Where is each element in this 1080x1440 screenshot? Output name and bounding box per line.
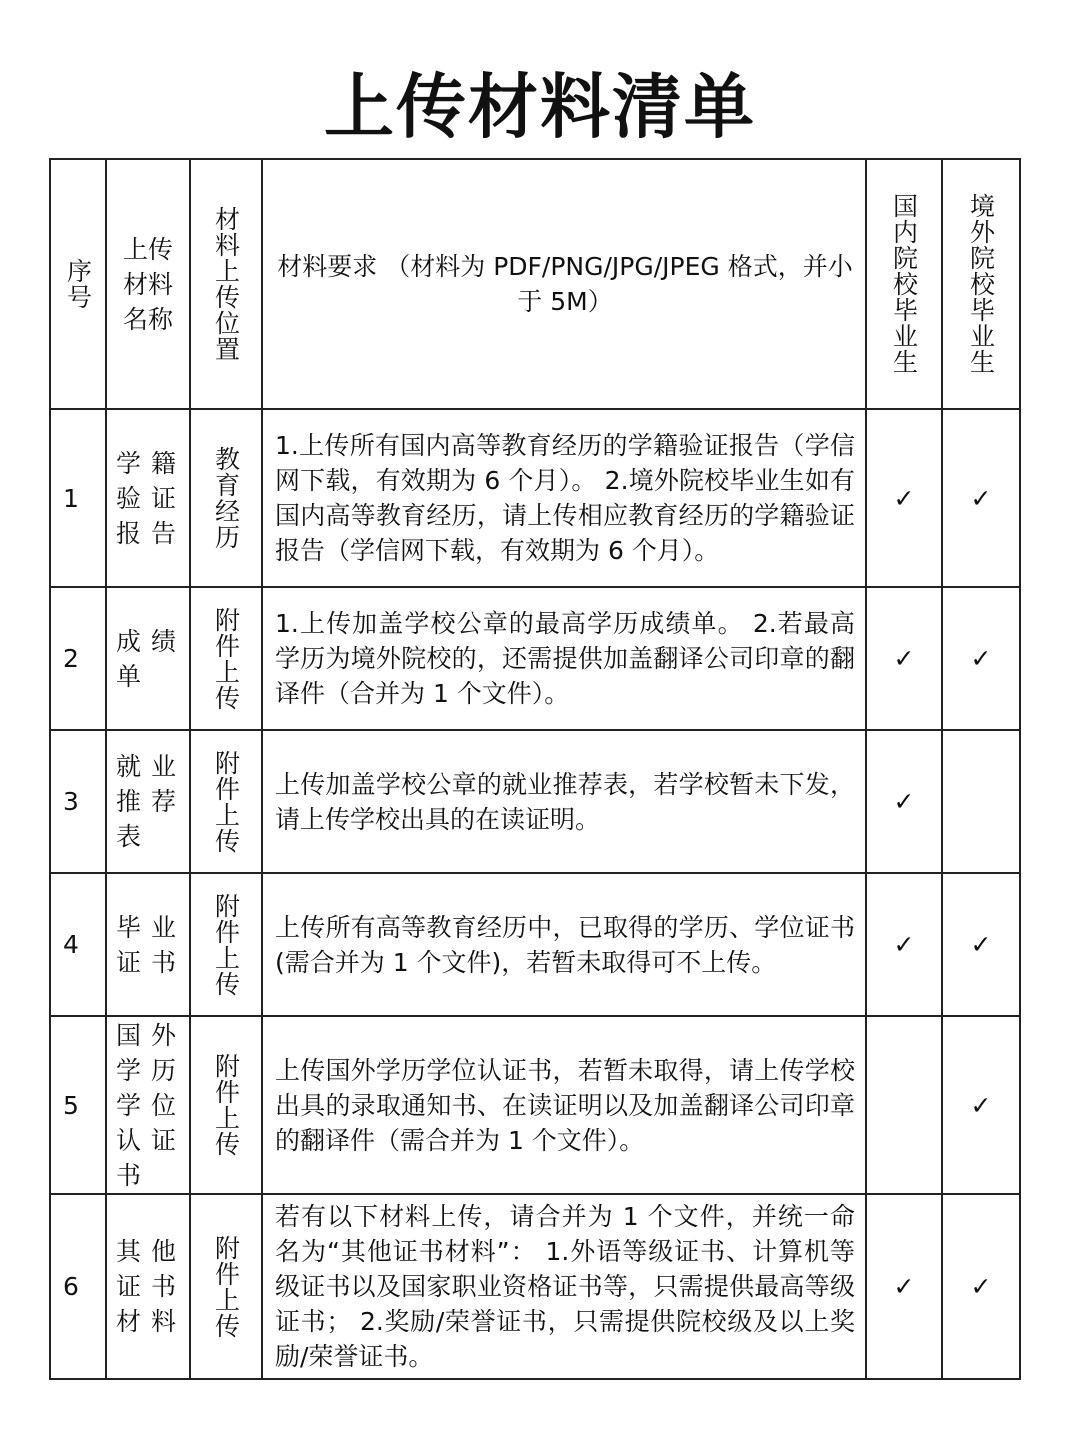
table-row [50,730,1020,873]
row-requirement: 上传国外学历学位认证书，若暂未取得，请上传学校出具的录取通知书、在读证明以及加盖翻译公司印章的翻译件（需合并为 1 个文件）。 [262,1016,866,1194]
header-overseas: 境外院校毕业生 [942,159,1020,409]
row-no: 3 [50,730,106,873]
table-row [50,409,1020,587]
row-location: 附件上传 [190,730,262,873]
check-domestic: ✓ [866,873,942,1016]
header-name: 上传材料名称 [106,159,190,409]
check-overseas [942,730,1020,873]
table-row [50,873,1020,1016]
check-overseas: ✓ [942,1016,1020,1194]
row-no: 2 [50,587,106,730]
row-location: 附件上传 [190,587,262,730]
check-overseas: ✓ [942,587,1020,730]
row-requirement: 1.上传加盖学校公章的最高学历成绩单。 2.若最高学历为境外院校的，还需提供加盖翻译公司印章的翻译件（合并为 1 个文件）。 [262,587,866,730]
header-requirement: 材料要求 （材料为 PDF/PNG/JPG/JPEG 格式，并小于 5M） [262,159,866,409]
row-requirement: 若有以下材料上传，请合并为 1 个文件，并统一命名为“其他证书材料”： 1.外语等级证书、计算机等级证书以及国家职业资格证书等，只需提供最高等级证书； 2.奖励/荣誉证书，只需提供院校级及以上奖励/荣誉证书。 [262,1194,866,1379]
check-domestic [866,1016,942,1194]
row-no: 5 [50,1016,106,1194]
check-overseas: ✓ [942,1194,1020,1379]
check-overseas: ✓ [942,409,1020,587]
row-name: 就业推荐表 [106,730,190,873]
row-location: 教育经历 [190,409,262,587]
check-domestic: ✓ [866,409,942,587]
row-name: 学籍验证报告 [106,409,190,587]
row-location: 附件上传 [190,1194,262,1379]
row-no: 4 [50,873,106,1016]
row-no: 1 [50,409,106,587]
table-row [50,1016,1020,1194]
check-domestic: ✓ [866,730,942,873]
page-title: 上传材料清单 [324,66,756,148]
check-domestic: ✓ [866,587,942,730]
check-domestic: ✓ [866,1194,942,1379]
row-name: 成绩单 [106,587,190,730]
row-name: 其他证书材料 [106,1194,190,1379]
row-location: 附件上传 [190,873,262,1016]
row-name: 毕业证书 [106,873,190,1016]
row-name: 国外学历学位认证书 [106,1016,190,1194]
materials-table [49,158,1021,1380]
table-row [50,587,1020,730]
check-overseas: ✓ [942,873,1020,1016]
header-no: 序号 [50,159,106,409]
row-requirement: 1.上传所有国内高等教育经历的学籍验证报告（学信网下载，有效期为 6 个月）。 2.境外院校毕业生如有国内高等教育经历，请上传相应教育经历的学籍验证报告（学信网下载，有效期为 6 个月）。 [262,409,866,587]
row-requirement: 上传所有高等教育经历中，已取得的学历、学位证书(需合并为 1 个文件)，若暂未取得可不上传。 [262,873,866,1016]
header-location: 材料上传位置 [190,159,262,409]
row-no: 6 [50,1194,106,1379]
header-domestic: 国内院校毕业生 [866,159,942,409]
row-requirement: 上传加盖学校公章的就业推荐表，若学校暂未下发，请上传学校出具的在读证明。 [262,730,866,873]
table-header-row [50,159,1020,409]
table-row [50,1194,1020,1379]
row-location: 附件上传 [190,1016,262,1194]
